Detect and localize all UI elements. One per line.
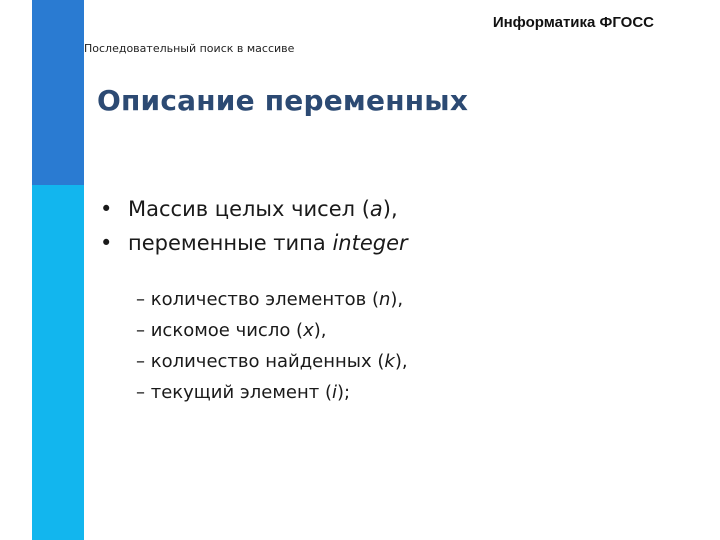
sub-item <box>136 315 408 346</box>
sub-text: искомое число ( <box>145 320 304 341</box>
sub-variable: k <box>384 351 395 372</box>
sub-variable: i <box>332 382 338 403</box>
bullet-text: Массив целых чисел ( <box>128 197 370 221</box>
sub-text: количество найденных ( <box>145 351 385 372</box>
decorative-stripe-top <box>32 0 84 185</box>
sub-item <box>136 377 408 408</box>
sub-dash: – <box>136 320 145 341</box>
sub-item <box>136 284 408 315</box>
sub-item <box>136 346 408 377</box>
decorative-stripe-bottom <box>32 185 84 540</box>
sub-dash: – <box>136 289 145 310</box>
bullet-marker: • <box>100 197 113 221</box>
topic-subtitle: Последовательный поиск в массиве <box>84 42 295 55</box>
sub-end: ), <box>390 289 404 310</box>
sub-variable: n <box>378 289 391 310</box>
sub-dash: – <box>136 382 145 403</box>
bullet-end: ), <box>382 197 398 221</box>
sub-list <box>136 284 408 408</box>
bullet-marker: • <box>100 231 113 255</box>
sub-end: ); <box>337 382 351 403</box>
sub-text: текущий элемент ( <box>145 382 332 403</box>
sub-end: ), <box>313 320 327 341</box>
bullet-variable: integer <box>332 231 408 255</box>
sub-end: ), <box>394 351 408 372</box>
course-header: Информатика ФГОСС <box>492 14 654 31</box>
bullet-variable: a <box>369 197 383 221</box>
bullet-item <box>100 226 408 260</box>
bullet-list <box>100 192 408 260</box>
sub-variable: x <box>303 320 314 341</box>
slide-title: Описание переменных <box>97 84 469 117</box>
bullet-text: переменные типа <box>128 231 333 255</box>
bullet-item <box>100 192 408 226</box>
sub-text: количество элементов ( <box>145 289 379 310</box>
sub-dash: – <box>136 351 145 372</box>
